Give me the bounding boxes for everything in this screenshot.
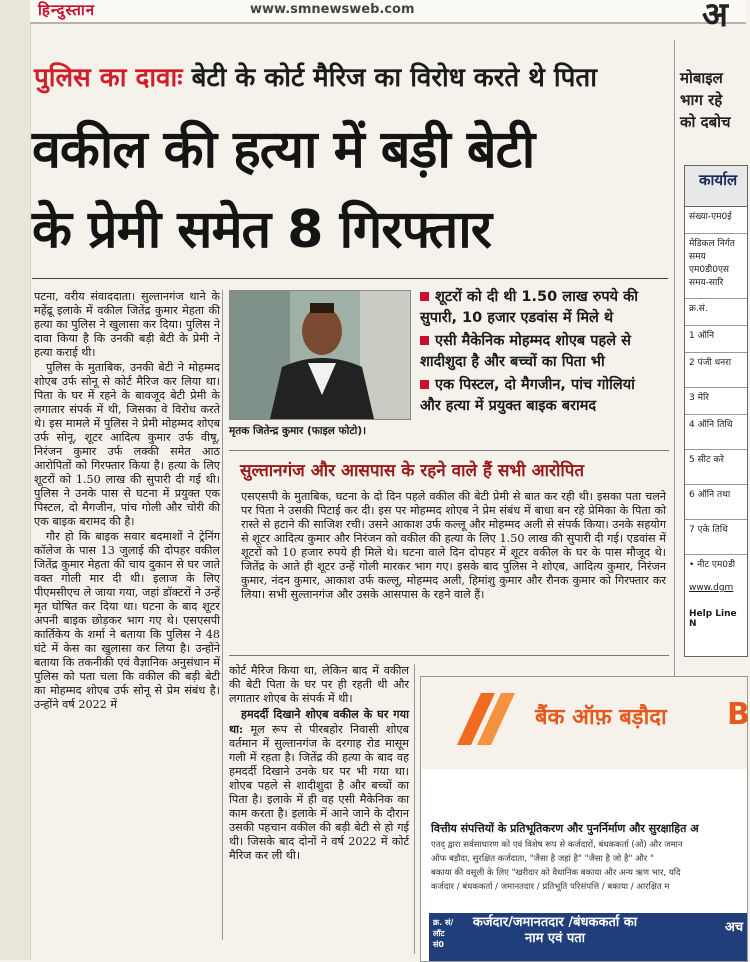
page-edge	[0, 0, 31, 960]
column-divider	[414, 664, 415, 954]
bank-of-baroda-logo-icon	[451, 685, 523, 757]
box-text: एसएसपी के मुताबिक, घटना के दो दिन पहले वकील की बेटी प्रेमी से बात कर रही थी। इसका पता चलने पर पिता ने उसकी पिटाई कर दी। इस पर मोहम्मद शोएब ने प्रेम संबंध में बाधा बन रहे प्रेमिका के पिता को रास्ते से हटाने की साजिश रची। उसने आकाश उर्फ कल्लू और मोहम्मद अली से संपर्क किया। उनके सहयोग से शूटर आदित्य कुमार और निरंजन को वकील की हत्या के लिए 1.50 लाख की सुपारी दी गई। एडवांस में शूटरों को 10 हजार रुपये ही मिले थे। घटना वाले दिन दोपहर में शूटर वकील के घर के पास मौजूद थे। जितेंद्र के आते ही शूटर उन्हें गोली मारकर भाग गए। इसके बाद पुलिस ने शोएब, आदित्य कुमार, निरंजन कुमार, नंदन कुमार, आकाश उर्फ कल्लू, मोहम्मद अली, हिमांशु कुमार और रौनक कुमार को गिरफ्तार कर लिया। सभी सुल्तानगंज और उसके आसपास के रहने वाले हैं।	[241, 490, 666, 601]
notice-row: 5 सीट करे	[685, 450, 747, 485]
highlights-list	[420, 287, 660, 419]
newspaper-logo: हिन्दुस्तान	[38, 1, 96, 19]
notice-row: 1 ऑनि	[685, 326, 747, 353]
bank-ad-table-header	[429, 913, 747, 961]
notice-row: मेडिकल निर्गत समय एम0डी0एस समय-सारि	[685, 234, 747, 299]
headline-line-1: वकील की हत्या में बड़ी बेटी	[32, 120, 535, 180]
column1-paragraph: गौर हो कि बाइक सवार बदमाशों ने ट्रेनिंग कॉलेज के पास 13 जुलाई की दोपहर वकील जितेंद्र कुमार मेहता की चाय दुकान से घर जाते वक्त गोली मार दी थी। इलाज के लिए पीएमसीएच ले जाया गया, जहां डॉक्टरों ने उन्हें मृत घोषित कर दिया था। घटना के बाद शूटर अपनी बाइक छोड़कर भाग गए थे। एसएसपी कार्तिकेय के शर्मा ने बताया कि पुलिस ने 48 घंटे में केस का खुलासा कर लिया है। उन्होंने बताया कि तकनीकी एवं वैज्ञानिक अनुसंधान में पुलिस को पता चला कि वकील की बड़ी बेटी का मोहम्मद शोएब उर्फ सोनू से प्रेम संबंध है। उन्होंने वर्ष 2022 में	[34, 530, 220, 711]
divider	[229, 450, 669, 451]
notice-row: 6 ऑनि तथा	[685, 485, 747, 520]
kicker-line	[34, 58, 597, 94]
notice-row: क्र.सं.	[685, 299, 747, 326]
victim-photo	[229, 290, 411, 420]
bank-ad-line: एतद् द्वारा सर्वसाधारण को एवं विशेष रूप से कर्जदारों, बंधककर्ता (ओं) और जमान	[431, 840, 683, 850]
cut-headline-text: अ	[702, 0, 728, 35]
bullet-square-icon	[420, 380, 429, 389]
bank-ad-header	[421, 677, 750, 769]
column-divider	[222, 290, 223, 940]
bank-name-cut: B	[727, 697, 750, 732]
article-column-2	[229, 664, 409, 864]
kicker-text: बेटी के कोर्ट मैरिज का विरोध करते थे पिता	[191, 63, 597, 93]
column1-paragraph: पटना, वरीय संवाददाता। सुल्तानगंज थाने के महेंद्रू इलाके में वकील जितेंद्र कुमार मेहता की हत्या का पुलिस ने खुलासा कर दिया। पुलिस ने दावा किया है कि उनकी बड़ी बेटी के प्रेमी ने हत्या कराई थी।	[34, 290, 220, 359]
notice-row: 7 एके तिथि	[685, 520, 747, 555]
table-col-serial: क्र. सं/ लॉट सं0	[433, 918, 454, 949]
bank-name: बैंक ऑफ़ बड़ौदा	[535, 705, 667, 730]
notice-row: 4 ऑनि तिथि	[685, 415, 747, 450]
person-portrait-icon	[230, 291, 410, 419]
table-col-cut: अच	[725, 920, 744, 935]
column2-text: मूल रूप से पीरबहोर निवासी शोएब वर्तमान में सुल्तानगंज के दरगाह रोड मासूम गली में रहता है। जितेंद्र की हत्या के बाद वह हमदर्दी दिखाने उनके घर पर भी गया था। शोएब पहले से शादीशुदा है और बच्चों का पिता है। इलाके में ही वह एसी मैकेनिक का काम करता है। इलाके में आने जाने के दौरान उसकी पहचान वकील की बड़ी बेटी से हो गई थी। जिसके बाद दोनों ने वर्ष 2022 में कोर्ट मैरिज कर ली थी।	[229, 723, 410, 862]
bank-ad-line: कर्जदार / बंधककर्ता / जमानतदार / प्रतिभूति परिसंपत्ति / बकाया / आरक्षित म	[431, 882, 670, 892]
notice-website[interactable]: www.dgm	[689, 583, 734, 593]
notice-box	[684, 165, 748, 657]
masthead-strip	[30, 0, 746, 35]
notice-row: 2 पंजी धनरा	[685, 353, 747, 388]
headline-line-2: के प्रेमी समेत 8 गिरफ्तार	[32, 200, 491, 260]
notice-helpline: Help Line N	[689, 609, 737, 629]
kicker-prefix: पुलिस का दावाः	[34, 63, 183, 93]
website-url[interactable]: www.smnewsweb.com	[250, 2, 415, 17]
article-column-1	[34, 290, 220, 713]
divider	[32, 278, 668, 279]
right-story-line: मोबाइल	[680, 69, 723, 87]
bullet-square-icon	[420, 292, 429, 301]
highlight-item: शूटरों को दी थी 1.50 लाख रुपये की सुपारी, 10 हजार एडवांस में मिले थे	[420, 289, 638, 326]
box-subhead: सुल्तानगंज और आसपास के रहने वाले हैं सभी आरोपित	[240, 461, 585, 481]
bank-ad-title: वित्तीय संपत्तियों के प्रतिभूतिकरण और पुनर्निर्माण और सुरक्षाहित अ	[431, 822, 699, 835]
bank-ad-line: ऑफ बड़ौदा, सुरक्षित कर्जदाता, "जैसा है जहां है" "जैसा है जो है" और "	[431, 854, 654, 864]
photo-caption: मृतक जितेन्द्र कुमार (फाइल फोटो)।	[229, 425, 367, 437]
column2-lead: कोर्ट मैरिज किया था, लेकिन बाद में वकील की बेटी पिता के घर पर ही रहती थी और लगातार शोएब के संपर्क में थी।	[229, 664, 409, 705]
notice-footnote: • नीट एम0डी	[689, 560, 736, 570]
highlight-item: एक पिस्टल, दो मैगजीन, पांच गोलियां और हत्या में प्रयुक्त बाइक बरामद	[420, 377, 635, 414]
bank-advertisement	[420, 676, 748, 962]
bullet-square-icon	[420, 336, 429, 345]
column1-paragraph: पुलिस के मुताबिक, उनकी बेटी ने मोहम्मद शोएब उर्फ सोनू से कोर्ट मैरिज कर लिया था। पिता के घर में रहने के बावजूद बेटी प्रेमी के लगातार संपर्क में थी, जिसका वे विरोध करते थे। इस मामले में पुलिस ने प्रेमी मोहम्मद शोएब उर्फ सोनू, शूटर आदित्य कुमार उर्फ वीषू, निरंजन कुमार उर्फ लक्की समेत आठ आरोपितों को गिरफ्तार किया है। हत्या के लिए शूटरों को 1.50 लाख की सुपारी दी गई थी। पुलिस ने उनके पास से घटना में प्रयुक्त एक पिस्टल, दो मैगजीन, पांच गोली और चोरी की एक बाइक बरामद की है।	[34, 361, 220, 528]
right-story-line: को दबोच	[680, 113, 731, 131]
notice-title: कार्याल	[685, 166, 747, 207]
table-col-borrower: कर्जदार/जमानतदार /बंधककर्ता का नाम एवं पता	[472, 915, 638, 946]
notice-row: संख्या-एम0ई	[685, 207, 747, 234]
notice-row: 3 मेरि	[685, 388, 747, 415]
column2-subhead: हमदर्दी दिखाने शोएब वकील के घर गया था:	[229, 707, 409, 736]
bank-ad-line: बकाया की वसूली के लिए "खरीदार को वैधानिक बकाया और अन्य ऋण भार, यदि	[431, 868, 681, 878]
divider	[229, 655, 669, 656]
highlight-item: एसी मैकेनिक मोहम्मद शोएब पहले से शादीशुदा है और बच्चों का पिता भी	[420, 333, 631, 370]
right-story-line: भाग रहे	[680, 91, 723, 109]
